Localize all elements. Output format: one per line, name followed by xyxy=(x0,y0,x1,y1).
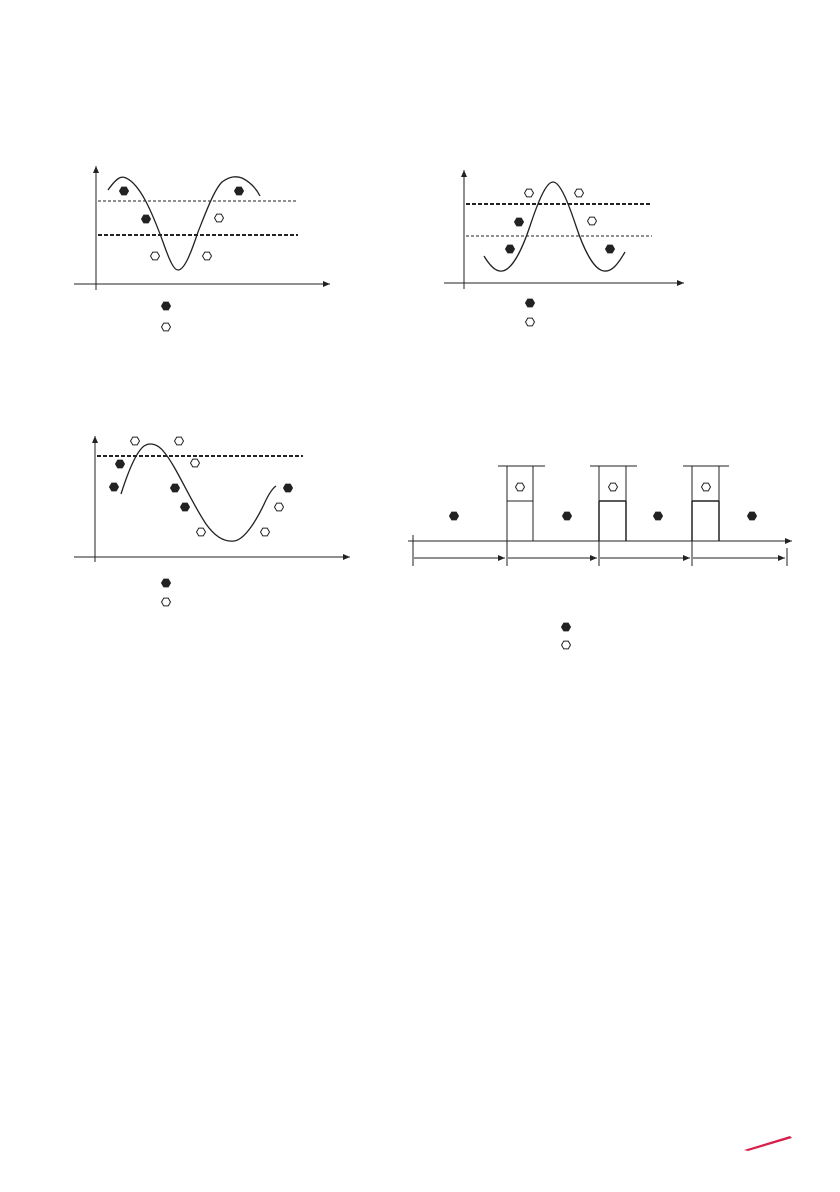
filled-hexagon-icon xyxy=(284,484,293,492)
open-hexagon-icon xyxy=(191,459,200,467)
filled-hexagon-icon xyxy=(162,302,171,310)
filled-hexagon-icon xyxy=(506,245,515,253)
open-hexagon-icon xyxy=(197,528,206,536)
open-hexagon-icon xyxy=(175,437,184,445)
filled-hexagon-icon xyxy=(450,512,459,520)
legend xyxy=(162,579,171,606)
data-markers xyxy=(110,437,293,536)
wave-curve xyxy=(484,182,625,271)
open-hexagon-icon xyxy=(151,252,160,260)
open-hexagon-icon xyxy=(588,217,597,225)
filled-hexagon-icon xyxy=(654,512,663,520)
data-markers xyxy=(120,187,244,260)
filled-hexagon-icon xyxy=(606,245,615,253)
open-hexagon-icon xyxy=(526,318,535,326)
pulse-block xyxy=(590,466,637,541)
open-hexagon-icon xyxy=(215,214,224,222)
filled-hexagon-icon xyxy=(116,460,125,468)
filled-hexagon-icon xyxy=(142,215,151,223)
open-hexagon-icon xyxy=(275,503,284,511)
filled-hexagon-icon xyxy=(162,579,171,587)
open-hexagon-icon xyxy=(261,528,270,536)
wave-curve xyxy=(121,444,276,541)
open-hexagon-icon xyxy=(162,323,171,331)
data-markers xyxy=(506,189,615,253)
filled-hexagon-icon xyxy=(181,503,190,511)
diagram-2 xyxy=(444,170,684,326)
diagram-3 xyxy=(74,436,350,606)
pulse-block xyxy=(498,466,545,541)
open-hexagon-icon xyxy=(131,437,140,445)
filled-hexagon-icon xyxy=(562,623,571,631)
pulse-block xyxy=(683,466,729,541)
filled-hexagon-icon xyxy=(120,187,129,195)
diagram-1 xyxy=(74,166,330,331)
legend xyxy=(162,302,171,331)
filled-hexagon-icon xyxy=(171,484,180,492)
filled-hexagon-icon xyxy=(515,218,524,226)
filled-hexagon-icon xyxy=(110,483,119,491)
open-hexagon-icon xyxy=(203,252,212,260)
open-hexagon-icon xyxy=(702,483,711,491)
open-hexagon-icon xyxy=(525,189,534,197)
filled-hexagon-icon xyxy=(526,299,535,307)
filled-hexagon-icon xyxy=(748,512,757,520)
filled-hexagon-icon xyxy=(563,512,572,520)
open-hexagon-icon xyxy=(516,483,525,491)
legend xyxy=(526,299,535,326)
open-hexagon-icon xyxy=(609,483,618,491)
filled-hexagon-icon xyxy=(235,187,244,195)
legend xyxy=(562,623,571,649)
accent-slash-icon xyxy=(744,1136,792,1151)
open-hexagon-icon xyxy=(162,598,171,606)
open-hexagon-icon xyxy=(562,641,571,649)
open-hexagon-icon xyxy=(575,189,584,197)
diagram-4 xyxy=(408,466,792,649)
